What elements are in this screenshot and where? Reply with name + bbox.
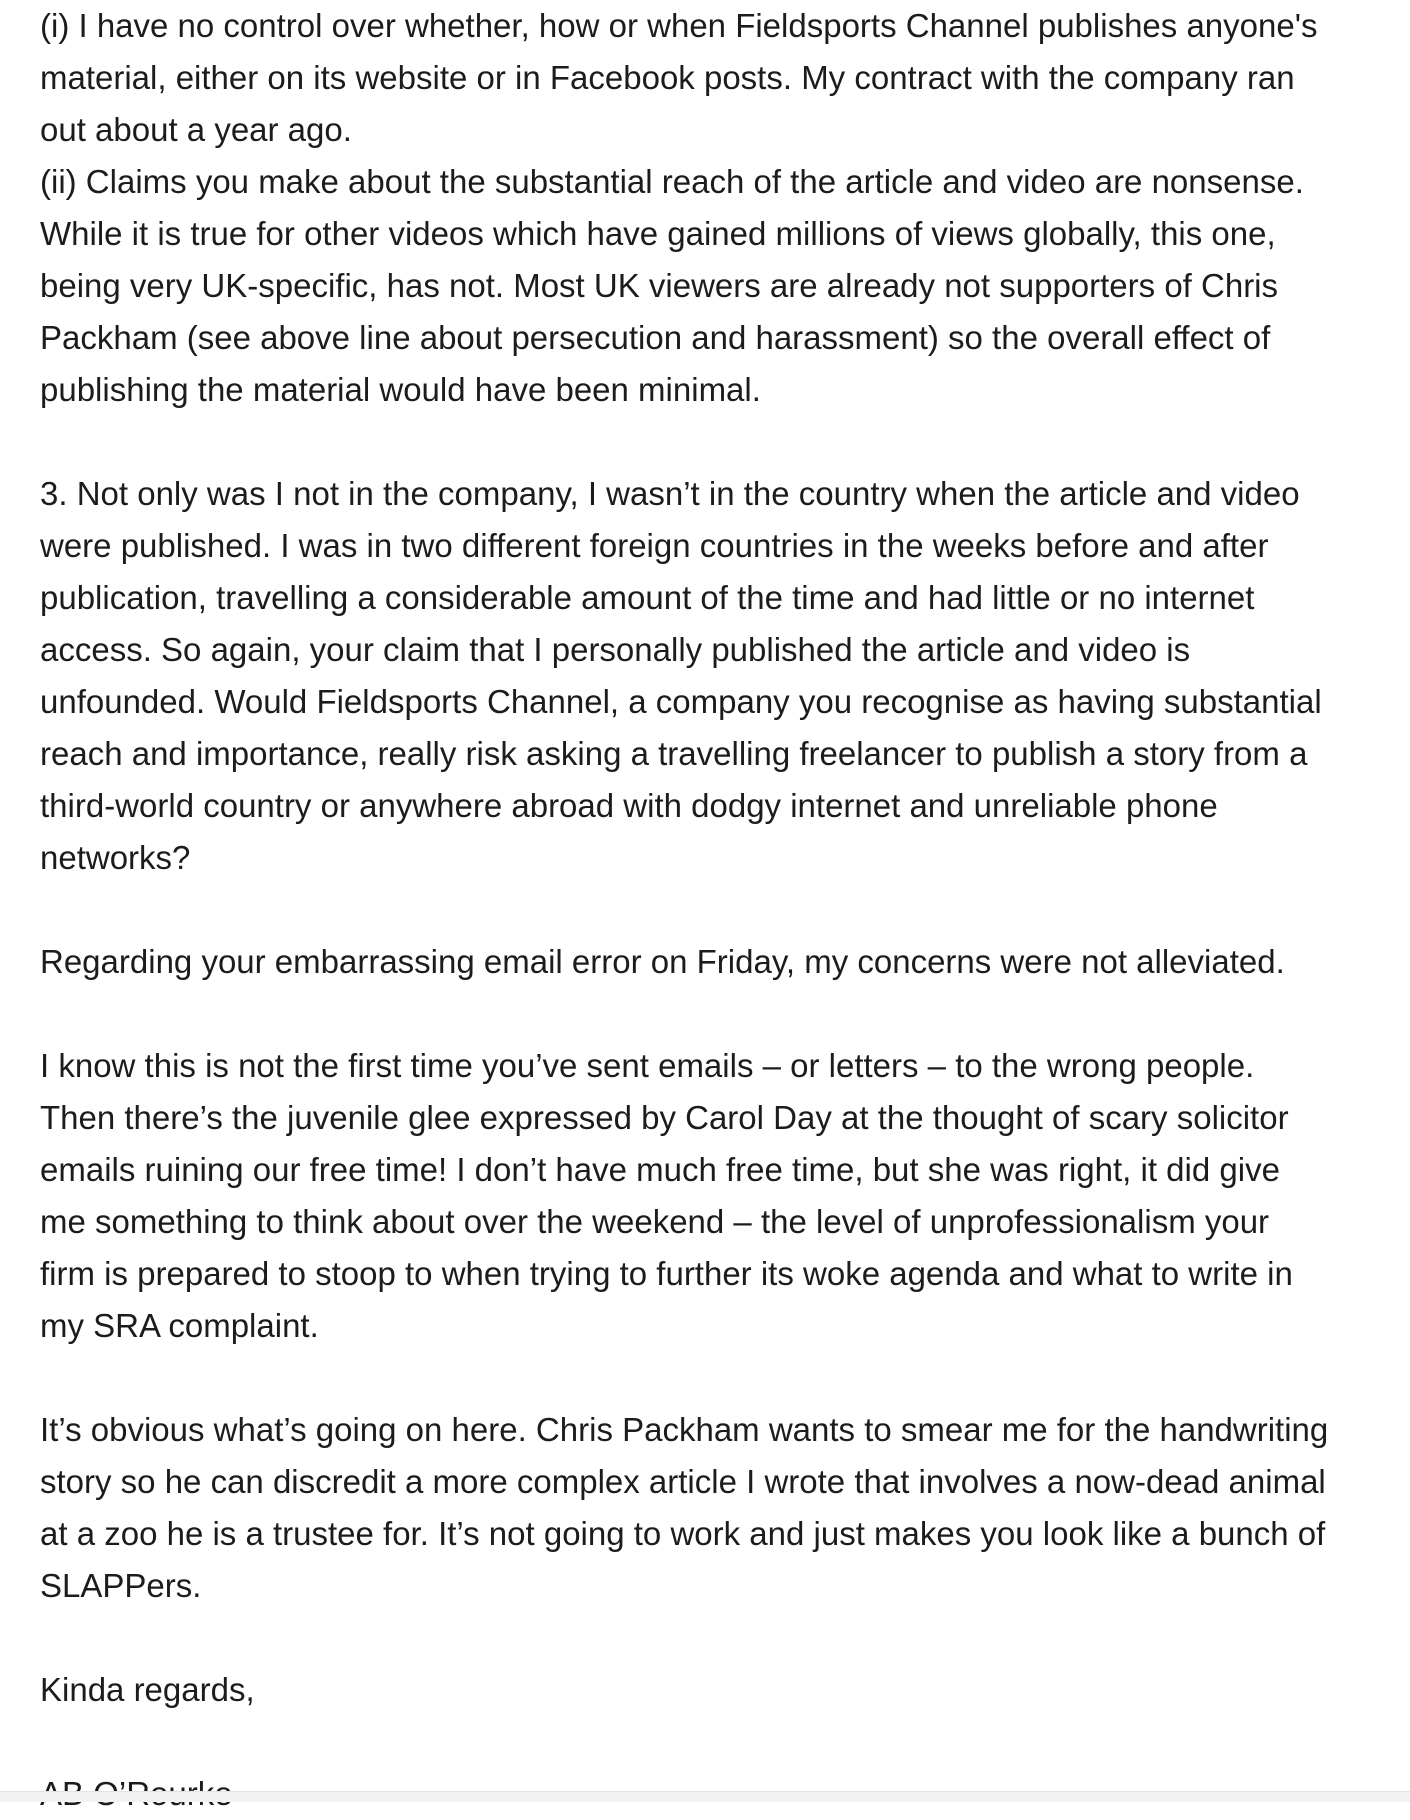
paragraph-email-error xyxy=(40,936,1390,988)
paragraph-obvious xyxy=(40,1404,1390,1612)
text-line: were published. I was in two different foreign countries in the weeks before and after xyxy=(40,527,1269,564)
text-line: I know this is not the first time you’ve sent emails – or letters – to the wrong people. xyxy=(40,1047,1255,1084)
text-line: publishing the material would have been minimal. xyxy=(40,371,761,408)
paragraph-i xyxy=(40,0,1390,156)
text-line: 3. Not only was I not in the company, I wasn’t in the country when the article and video xyxy=(40,475,1300,512)
text-line: access. So again, your claim that I personally published the article and video is xyxy=(40,631,1191,668)
text-line: at a zoo he is a trustee for. It’s not going to work and just makes you look like a bunch of xyxy=(40,1515,1326,1552)
text-line: It’s obvious what’s going on here. Chris Packham wants to smear me for the handwriting xyxy=(40,1411,1329,1448)
text-line: Packham (see above line about persecution and harassment) so the overall effect of xyxy=(40,319,1271,356)
text-line: emails ruining our free time! I don’t have much free time, but she was right, it did give xyxy=(40,1151,1280,1188)
text-line: me something to think about over the weekend – the level of unprofessionalism your xyxy=(40,1203,1270,1240)
paragraph-ii xyxy=(40,156,1390,416)
text-line: Then there’s the juvenile glee expressed by Carol Day at the thought of scary solicitor xyxy=(40,1099,1289,1136)
paragraph-gap xyxy=(40,416,1390,468)
text-line: publication, travelling a considerable amount of the time and had little or no internet xyxy=(40,579,1255,616)
paragraph-first-time xyxy=(40,1040,1390,1352)
text-line: networks? xyxy=(40,839,191,876)
paragraph-gap xyxy=(40,1352,1390,1404)
text-line: unfounded. Would Fieldsports Channel, a company you recognise as having substantial xyxy=(40,683,1322,720)
paragraph-gap xyxy=(40,1612,1390,1664)
bottom-toolbar-edge xyxy=(0,1791,1410,1802)
text-line: story so he can discredit a more complex article I wrote that involves a now-dead animal xyxy=(40,1463,1326,1500)
paragraph-gap xyxy=(40,1716,1390,1768)
text-line: (ii) Claims you make about the substantial reach of the article and video are nonsense. xyxy=(40,163,1304,200)
text-line: firm is prepared to stoop to when trying to further its woke agenda and what to write in xyxy=(40,1255,1293,1292)
text-line: (i) I have no control over whether, how or when Fieldsports Channel publishes anyone's xyxy=(40,7,1318,44)
text-line: material, either on its website or in Facebook posts. My contract with the company ran xyxy=(40,59,1295,96)
text-line: my SRA complaint. xyxy=(40,1307,319,1344)
text-line: out about a year ago. xyxy=(40,111,352,148)
text-line: third-world country or anywhere abroad with dodgy internet and unreliable phone xyxy=(40,787,1218,824)
text-line: being very UK-specific, has not. Most UK viewers are already not supporters of Chris xyxy=(40,267,1279,304)
text-line: SLAPPers. xyxy=(40,1567,202,1604)
text-line: Regarding your embarrassing email error on Friday, my concerns were not alleviated. xyxy=(40,943,1285,980)
text-line: While it is true for other videos which have gained millions of views globally, this one, xyxy=(40,215,1276,252)
paragraph-gap xyxy=(40,988,1390,1040)
sign-off: Kinda regards, xyxy=(40,1671,255,1708)
text-line: reach and importance, really risk asking a travelling freelancer to publish a story from a xyxy=(40,735,1308,772)
email-body xyxy=(40,0,1390,1820)
paragraph-3 xyxy=(40,468,1390,884)
paragraph-gap xyxy=(40,884,1390,936)
